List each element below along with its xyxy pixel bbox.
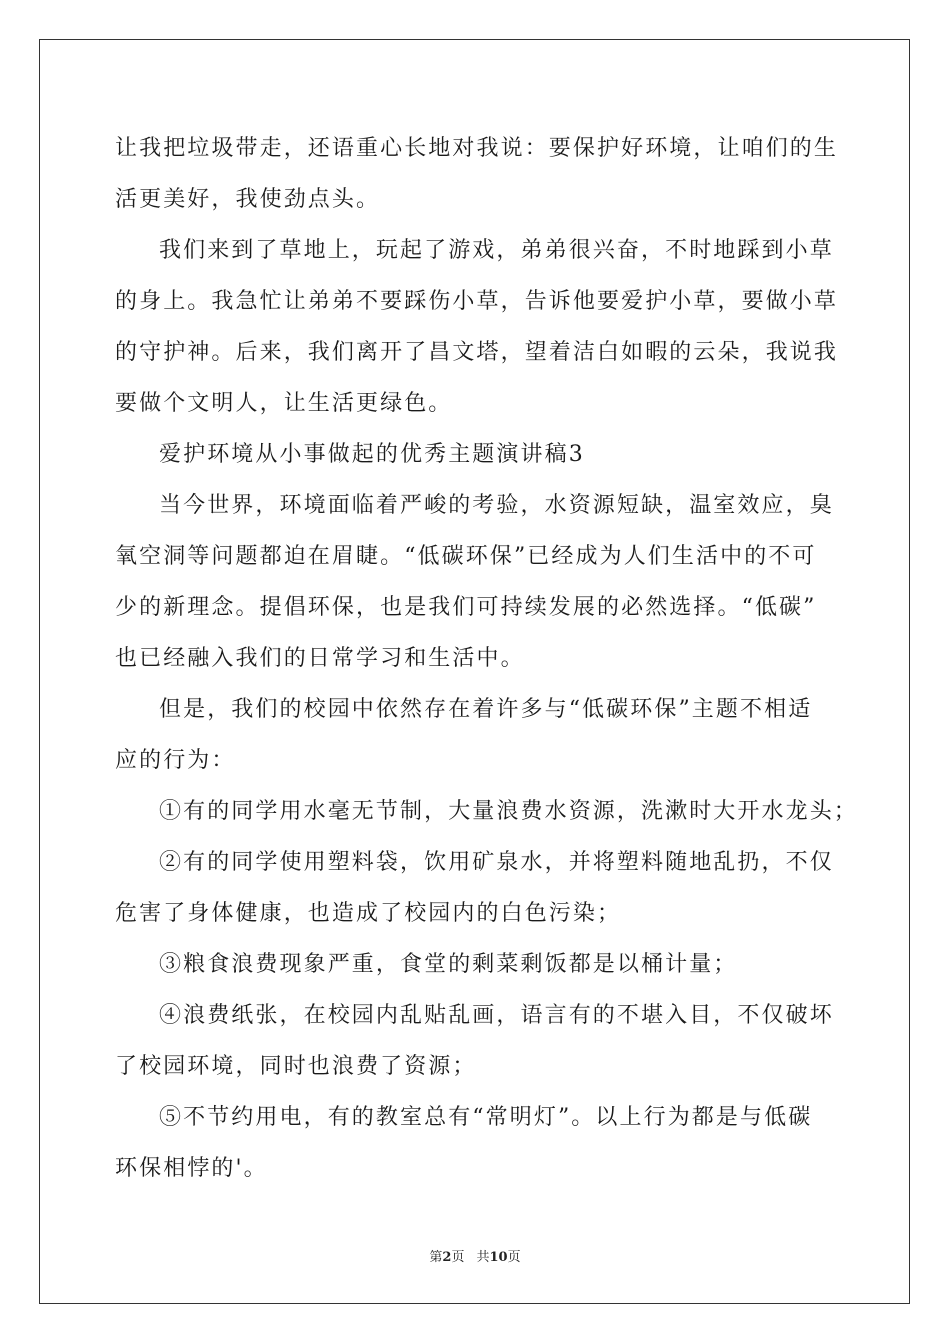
page-prefix: 第 (429, 1250, 443, 1265)
list-item: ③粮食浪费现象严重，食堂的剩菜剩饭都是以桶计量； (159, 952, 738, 977)
text-line: 危害了身体健康，也造成了校园内的白色污染； (115, 901, 622, 926)
text-line: 应的行为： (115, 748, 236, 773)
section-heading: 爱护环境从小事做起的优秀主题演讲稿3 (159, 442, 585, 467)
text-line: 当今世界，环境面临着严峻的考验，水资源短缺，温室效应，臭 (159, 493, 834, 518)
list-item: ④浪费纸张，在校园内乱贴乱画，语言有的不堪入目，不仅破坏 (159, 1003, 834, 1028)
total-prefix: 共 (476, 1250, 490, 1265)
list-item: ⑤不节约用电，有的教室总有“常明灯”。以上行为都是与低碳 (159, 1105, 813, 1130)
text-line: 的守护神。后来，我们离开了昌文塔，望着洁白如暇的云朵，我说我 (115, 340, 839, 365)
page-footer (0, 1246, 950, 1265)
text-line: 少的新理念。提倡环保，也是我们可持续发展的必然选择。“低碳” (115, 595, 817, 620)
page-suffix: 页 (451, 1250, 465, 1265)
text-line: 但是，我们的校园中依然存在着许多与“低碳环保”主题不相适 (159, 697, 813, 722)
total-suffix: 页 (507, 1250, 521, 1265)
text-line: 的身上。我急忙让弟弟不要踩伤小草，告诉他要爱护小草，要做小草 (115, 289, 839, 314)
text-line: 活更美好，我使劲点头。 (115, 187, 381, 212)
text-line: 也已经融入我们的日常学习和生活中。 (115, 646, 525, 671)
list-item: ①有的同学用水毫无节制，大量浪费水资源，洗漱时大开水龙头； (159, 799, 858, 824)
total-pages: 10 (489, 1250, 508, 1265)
text-line: 让我把垃圾带走，还语重心长地对我说：要保护好环境，让咱们的生 (115, 136, 839, 161)
text-line: 我们来到了草地上，玩起了游戏，弟弟很兴奋，不时地踩到小草 (159, 238, 834, 263)
text-line: 氧空洞等问题都迫在眉睫。“低碳环保”已经成为人们生活中的不可 (115, 544, 817, 569)
text-line: 了校园环境，同时也浪费了资源； (115, 1054, 477, 1079)
list-item: ②有的同学使用塑料袋，饮用矿泉水，并将塑料随地乱扔，不仅 (159, 850, 834, 875)
text-line: 环保相悖的'。 (115, 1156, 268, 1181)
document-body (115, 123, 858, 1194)
page-number: 2 (442, 1250, 452, 1265)
text-line: 要做个文明人，让生活更绿色。 (115, 391, 453, 416)
